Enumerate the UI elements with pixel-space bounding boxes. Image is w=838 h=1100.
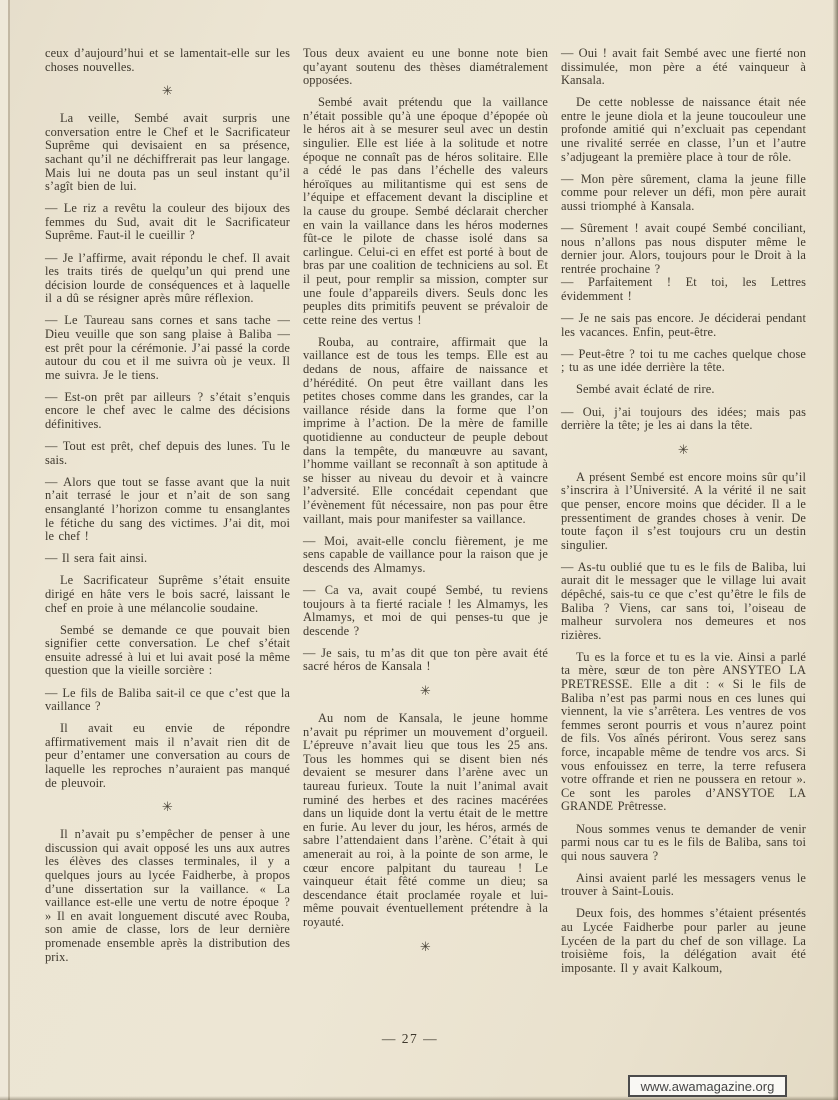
text-column-left <box>45 47 290 984</box>
paragraph: — Le Taureau sans cornes et sans tache — Dieu veuille que son sang plaise à Baliba — est prêt pour la cérémonie. J’ai passé la corde autour du cou et il me suivra où je veux. Il me suivra. Je le tiens. <box>45 313 290 382</box>
paragraph: — Tout est prêt, chef depuis des lunes. Tu le sais. <box>45 439 290 467</box>
paragraph: De cette noblesse de naissance était née entre le jeune diola et la jeune toucouleur une profonde amitié qui n’excluait pas cependant une rivalité serrée en classe, l’un et l’autre s’adjugeant la première place à tour de rôle. <box>561 95 806 164</box>
paragraph: Nous sommes venus te demander de venir parmi nous car tu es le fils de Baliba, sans toi qui nous sauvera ? <box>561 821 806 863</box>
paragraph: Ainsi avaient parlé les messagers venus le trouver à Saint-Louis. <box>561 870 806 899</box>
paragraph: Il avait eu envie de répondre affirmativement mais il n’avait rien dit de peur d’entamer une conversation au cours de laquelle les reproches n’auraient pas manqué de pleuvoir. <box>45 721 290 790</box>
paragraph: Il n’avait pu s’empêcher de penser à une discussion qui avait opposé les uns aux autres les élèves des classes terminales, il y a quelques jours au lycée Faidherbe, à propos d’une dissertation sur la vaillance. « La vaillance est-elle une vertu de notre époque ? » Il en avait longuement discuté avec Rouba, son amie de classe, lors de leur dernière promenade ensemble après la distribution des prix. <box>45 827 290 964</box>
paragraph: — Le fils de Baliba sait-il ce que c’est que la vaillance ? <box>45 685 290 714</box>
page-left-edge-line <box>8 0 10 1100</box>
paragraph: — Mon père sûrement, clama la jeune fille comme pour relever un défi, mon père aurait aussi triomphé à Kansala. <box>561 171 806 213</box>
paragraph: Tous deux avaient eu une bonne note bien qu’ayant soutenu des thèses diamétralement opposées. <box>303 46 548 88</box>
paragraph: — Oui, j’ai toujours des idées; mais pas derrière la tête; je les ai dans la tête. <box>561 404 806 433</box>
paragraph: — Est-on prêt par ailleurs ? s’était s’enquis encore le chef avec le calme des décisions définitives. <box>45 389 290 432</box>
paragraph: — Je sais, tu m’as dit que ton père avait été sacré héros de Kansala ! <box>303 645 548 674</box>
paragraph: — Il sera fait ainsi. <box>45 551 148 566</box>
paragraph: Sembé se demande ce que pouvait bien signifier cette conversation. Le chef s’était ensuite adressé à lui et lui avait posé la même question que la vieille sorcière : <box>45 622 290 678</box>
text-column-right <box>561 47 806 984</box>
paragraph: — Oui ! avait fait Sembé avec une fierté non dissimulée, mon père a été vainqueur à Kansala. <box>561 46 806 88</box>
paragraph: Le Sacrificateur Suprême s’était ensuite dirigé en hâte vers le bois sacré, laissant le chef en proie à une mélancolie soudaine. <box>45 573 290 615</box>
paragraph: — Ca va, avait coupé Sembé, tu reviens toujours à ta fierté raciale ! les Almamys, les Almamys, et moi de qui penses-tu que je descende ? <box>303 582 548 638</box>
text-column-middle <box>303 47 548 984</box>
paragraph: — Moi, avait-elle conclu fièrement, je me sens capable de vaillance pour la raison que je descends des Almamys. <box>303 533 548 575</box>
paragraph: Deux fois, des hommes s’étaient présentés au Lycée Faidherbe pour parler au jeune Lycéen de la part du chef de son village. La troisième fois, la délégation avait été imposante. Il y avait Kalkoum, <box>561 906 806 975</box>
paragraph: ceux d’aujourd’hui et se lamentait-elle sur les choses nouvelles. <box>45 46 290 74</box>
page-right-edge-shadow <box>833 0 838 1100</box>
paragraph: — Parfaitement ! Et toi, les Lettres évidemment ! <box>561 275 806 303</box>
paragraph: Tu es la force et tu es la vie. Ainsi a parlé ta mère, sœur de ton père ANSYTEO LA PRETRESSE. Elle a dit : « Si le fils de Baliba n’est pas parmi nous en ces lunes qui viennent, la vie s’arrêtera. Les ventres de vos femmes seront pourris et vous n’aurez point de fils. Vos aînés périront. Vous serez sans force, incapable même de tendre vos arcs. Si vous enfouissez en terre, la terre refusera votre offrande et rien ne poussera en retour ». Ce sont les paroles d’ANSYTOE LA GRANDE Prêtresse. <box>561 649 806 814</box>
paragraph: — As-tu oublié que tu es le fils de Baliba, lui aurait dit le messager que le village lui avait dépêché, sais-tu ce que c’est qu’être le fils de Baliba ? Viens, car sans toi, l’oiseau de malheur survolera nos demeures et nos rizières. <box>561 559 806 642</box>
watermark-url: www.awamagazine.org <box>640 1078 775 1094</box>
section-divider-icon: ✳ <box>420 684 431 700</box>
watermark-badge <box>628 1075 787 1097</box>
paragraph: — Je l’affirme, avait répondu le chef. Il avait les traits tirés de quelqu’un qui prend une décision lourde de conséquences et à laquelle il a dû se résigner après mûre réflexion. <box>45 250 290 306</box>
paragraph: — Je ne sais pas encore. Je déciderai pendant les vacances. Enfin, peut-être. <box>561 311 806 339</box>
paragraph: La veille, Sembé avait surpris une conversation entre le Chef et le Sacrificateur Suprême qui devisaient en sa présence, sachant qu’il ne déchiffrerait pas leur langage. Mais lui ne douta pas un seul instant qu’il s’agît bien de lui. <box>45 111 290 194</box>
text-columns <box>45 47 807 984</box>
paragraph: A présent Sembé est encore moins sûr qu’il s’inscrira à l’Université. A la vérité il ne sait que penser, encore moins que décider. Il a le pressentiment de grandes choses à venir. De toute façon il s’est toujours cru un destin singulier. <box>561 469 806 552</box>
paragraph: — Alors que tout se fasse avant que la nuit n’ait terrasé le jour et n’ait de son sang ensanglanté l’horizon comme tu ensanglantes le fétiche du sang des victimes. J’ai dit, moi le chef ! <box>45 474 290 544</box>
paragraph: — Le riz a revêtu la couleur des bijoux des femmes du Sud, avait dit le Sacrificateur Suprême. Faut-il le cueillir ? <box>45 201 290 243</box>
section-divider-icon: ✳ <box>678 442 689 458</box>
page-left-margin <box>0 0 8 1100</box>
section-divider-icon: ✳ <box>420 939 431 955</box>
paragraph: Rouba, au contraire, affirmait que la vaillance est de tous les temps. Elle est au dedans de nous, affaire de naissance et d’hérédité. On peut être vaillant dans les petites choses comme dans les grandes, car la vaillance réside dans la forme que l’on imprime à l’action. De la mère de famille quotidienne au conducteur de peuple debout dans la tempête, du manœuvre au savant, l’homme vaillant se reconnaît à son aptitude à se hisser au niveau du devoir et à vaincre l’adversité. Elle concédait cependant que l’évènement fût nécessaire, non pas pour être vaillant, mais pour manifester sa vaillance. <box>303 334 548 526</box>
paragraph: Sembé avait prétendu que la vaillance n’était possible qu’à une époque d’épopée où le héros ait à se mesurer seul avec un destin singulier. Elle est liée à la solitude et notre époque ne connaît pas de héros solitaire. Elle a cédé le pas dans l’échelle des valeurs héroïques au militantisme qui est sens de l’équipe et effacement devant la discipline et la cause du groupe. Sembé déclarait chercher en vain la vaillance dans les héros modernes fût-ce le pilote de chasse isolé dans sa carlingue. Celui-ci en effet est porté à bout de bras par une coalition de techniciens au sol. Et il peut, pour remplir sa mission, compter sur une foule d’appareils divers. Seuls donc les peuples dits primitifs peuvent se prévaloir de cette reine des vertus ! <box>303 95 548 327</box>
paragraph: Au nom de Kansala, le jeune homme n’avait pu réprimer un mouvement d’orgueil. L’épreuve n’avait lieu que tous les 25 ans. Tous les hommes qui se disent bien nés devaient se mesurer dans l’arène avec un taureau furieux. Toute la nuit l’animal avait ruminé des herbes et des racines macérées dans un liquide dont la vertu était de le mettre en furie. Au lever du jour, les héros, armés de sabre l’attendaient dans l’arène. C’était à qui amenerait au roi, à la pointe de son arme, le cœur encore palpitant du taureau ! Le vainqueur était fêté comme un dieu; sa descendance était proclamée royale et lui-même pouvait éventuellement prétendre à la royauté. <box>303 711 548 929</box>
paragraph: — Peut-être ? toi tu me caches quelque chose ; tu as une idée derrière la tête. <box>561 346 806 375</box>
section-divider-icon: ✳ <box>162 800 173 816</box>
paragraph: — Sûrement ! avait coupé Sembé conciliant, nous n’allons pas nous disputer même le dernier jour. Alors, toujours pour le Droit à la rentrée prochaine ? <box>561 221 806 276</box>
section-divider-icon: ✳ <box>162 84 173 100</box>
paragraph: Sembé avait éclaté de rire. <box>576 382 715 397</box>
page-number: — 27 — <box>381 1031 439 1046</box>
